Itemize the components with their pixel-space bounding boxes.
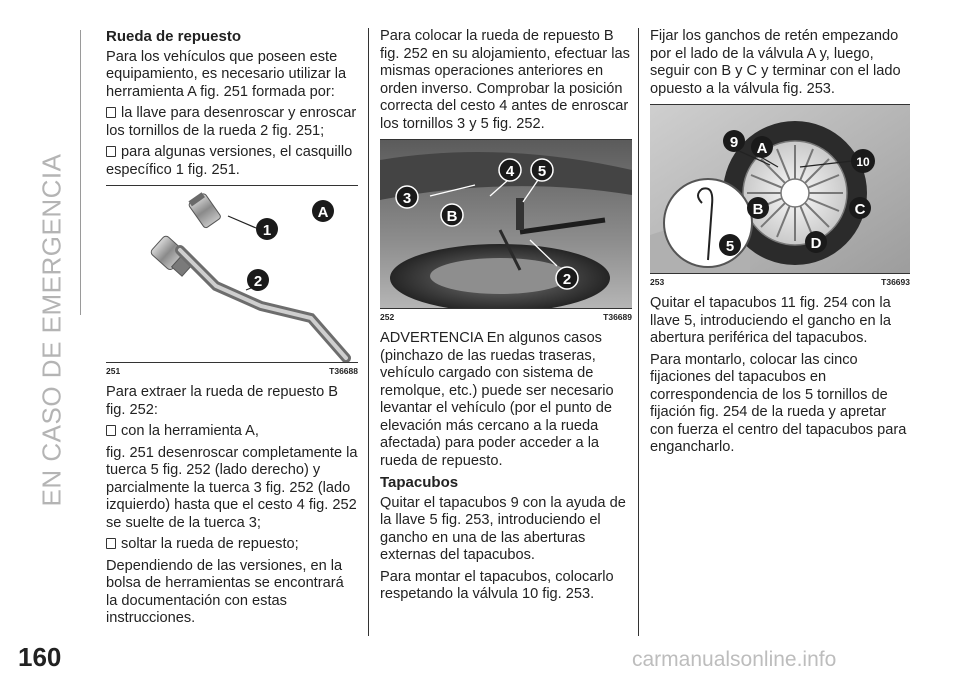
bullet-item (106, 423, 358, 441)
callout-B: B (752, 201, 764, 218)
paragraph: Para montar el tapacubos, colocarlo respetando la válvula 10 fig. 253. (380, 568, 614, 602)
figure-253 (650, 104, 910, 287)
paragraph: fig. 251 desenroscar completamente la tuerca 5 fig. 252 (lado derecho) y parcialmente la tuerca 3 fig. 252 (lado izquierdo) hasta que el cesto 4 fig. 252 se suelte de la tuerca 3; (106, 444, 358, 531)
watermark: carmanualsonline.info (632, 648, 837, 671)
wrench-tool-illustration (106, 186, 358, 362)
paragraph: Para montarlo, colocar las cinco fijaciones del tapacubos en correspondencia de los 5 tornillos de fijación fig. 254 de la rueda y apretar con fuerza el centro del tapacubos para engancharlo. (650, 351, 907, 455)
paragraph-warning: ADVERTENCIA En algunos casos (pinchazo de las ruedas traseras, vehículo cargado con sistema de remolque, etc.) puede ser necesario levantar el vehículo (por el punto de elevación más cercano a la rueda afectada) para poder acceder a la rueda de repuesto. (380, 330, 614, 469)
callout-A: A (317, 204, 329, 221)
paragraph: Quitar el tapacubos 11 fig. 254 con la llave 5, introduciendo el gancho en la abertura periférica del tapacubos. (650, 295, 891, 346)
figure-number: 251 (106, 366, 121, 376)
paragraph: Para colocar la rueda de repuesto B fig. 252 en su alojamiento, efectuar las mismas operaciones anteriores en orden inverso. Comprobar la posición correcta del cesto 4 antes de enroscar los tornillos 3 y 5 fig. 252. (380, 28, 630, 132)
callout-1: 1 (262, 222, 272, 239)
spare-wheel-underbody-photo (380, 140, 632, 308)
section-title-vertical: EN CASO DE EMERGENCIA (36, 153, 67, 507)
heading-spare-wheel: Rueda de repuesto (106, 28, 242, 45)
callout-4: 4 (505, 163, 515, 180)
figure-number: 253 (650, 277, 665, 287)
figure-caption (650, 274, 910, 287)
bullet-item (106, 144, 358, 179)
hubcap-removal-photo (650, 105, 910, 273)
figure-number: 252 (380, 312, 395, 322)
bullet-box-icon (106, 425, 116, 436)
callout-D: D (810, 235, 822, 252)
callout-3: 3 (402, 190, 412, 207)
bullet-box-icon (106, 146, 116, 157)
heading-hubcaps: Tapacubos (380, 474, 459, 491)
paragraph: Dependiendo de las versiones, en la bolsa de herramientas se encontrará la documentación con estas instrucciones. (106, 557, 344, 626)
bullet-box-icon (106, 107, 116, 118)
paragraph: Quitar el tapacubos 9 con la ayuda de la llave 5 fig. 253, introduciendo el gancho en una de las aberturas externas del tapacubos. (380, 494, 626, 563)
page-number: 160 (18, 642, 62, 672)
column-2 (380, 28, 632, 608)
column-3 (650, 28, 910, 461)
bullet-box-icon (106, 538, 116, 549)
sidebar-divider (80, 30, 81, 315)
bullet-text: con la herramienta A, (121, 423, 259, 439)
column-divider-2 (638, 28, 639, 636)
paragraph: Para los vehículos que poseen este equipamiento, es necesario utilizar la herramienta A fig. 251 formada por: (106, 48, 347, 100)
callout-2: 2 (562, 271, 572, 288)
bullet-item (106, 536, 358, 554)
bullet-text: para algunas versiones, el casquillo específico 1 fig. 251. (106, 144, 353, 178)
figure-code: T36688 (329, 366, 358, 376)
callout-5: 5 (537, 163, 547, 180)
bullet-item (106, 105, 358, 140)
figure-caption (380, 309, 632, 322)
callout-2: 2 (253, 273, 263, 290)
column-divider-1 (368, 28, 369, 636)
callout-10: 10 (856, 155, 870, 169)
figure-252 (380, 139, 632, 322)
callout-C: C (854, 201, 866, 218)
bullet-text: soltar la rueda de repuesto; (121, 536, 299, 552)
column-1 (106, 28, 358, 632)
figure-code: T36689 (603, 312, 632, 322)
figure-251 (106, 185, 358, 376)
callout-B: B (446, 208, 458, 225)
figure-caption (106, 363, 358, 376)
paragraph: Fijar los ganchos de retén empezando por el lado de la válvula A y, luego, seguir con B y C y terminar con el lado opuesto a la válvula fig. 253. (650, 28, 901, 97)
paragraph: Para extraer la rueda de repuesto B fig. 252: (106, 384, 339, 418)
callout-A: A (756, 140, 768, 157)
callout-9: 9 (729, 134, 739, 151)
figure-code: T36693 (881, 277, 910, 287)
bullet-text: la llave para desenroscar y enroscar los tornillos de la rueda 2 fig. 251; (106, 105, 357, 139)
callout-5: 5 (725, 238, 735, 255)
